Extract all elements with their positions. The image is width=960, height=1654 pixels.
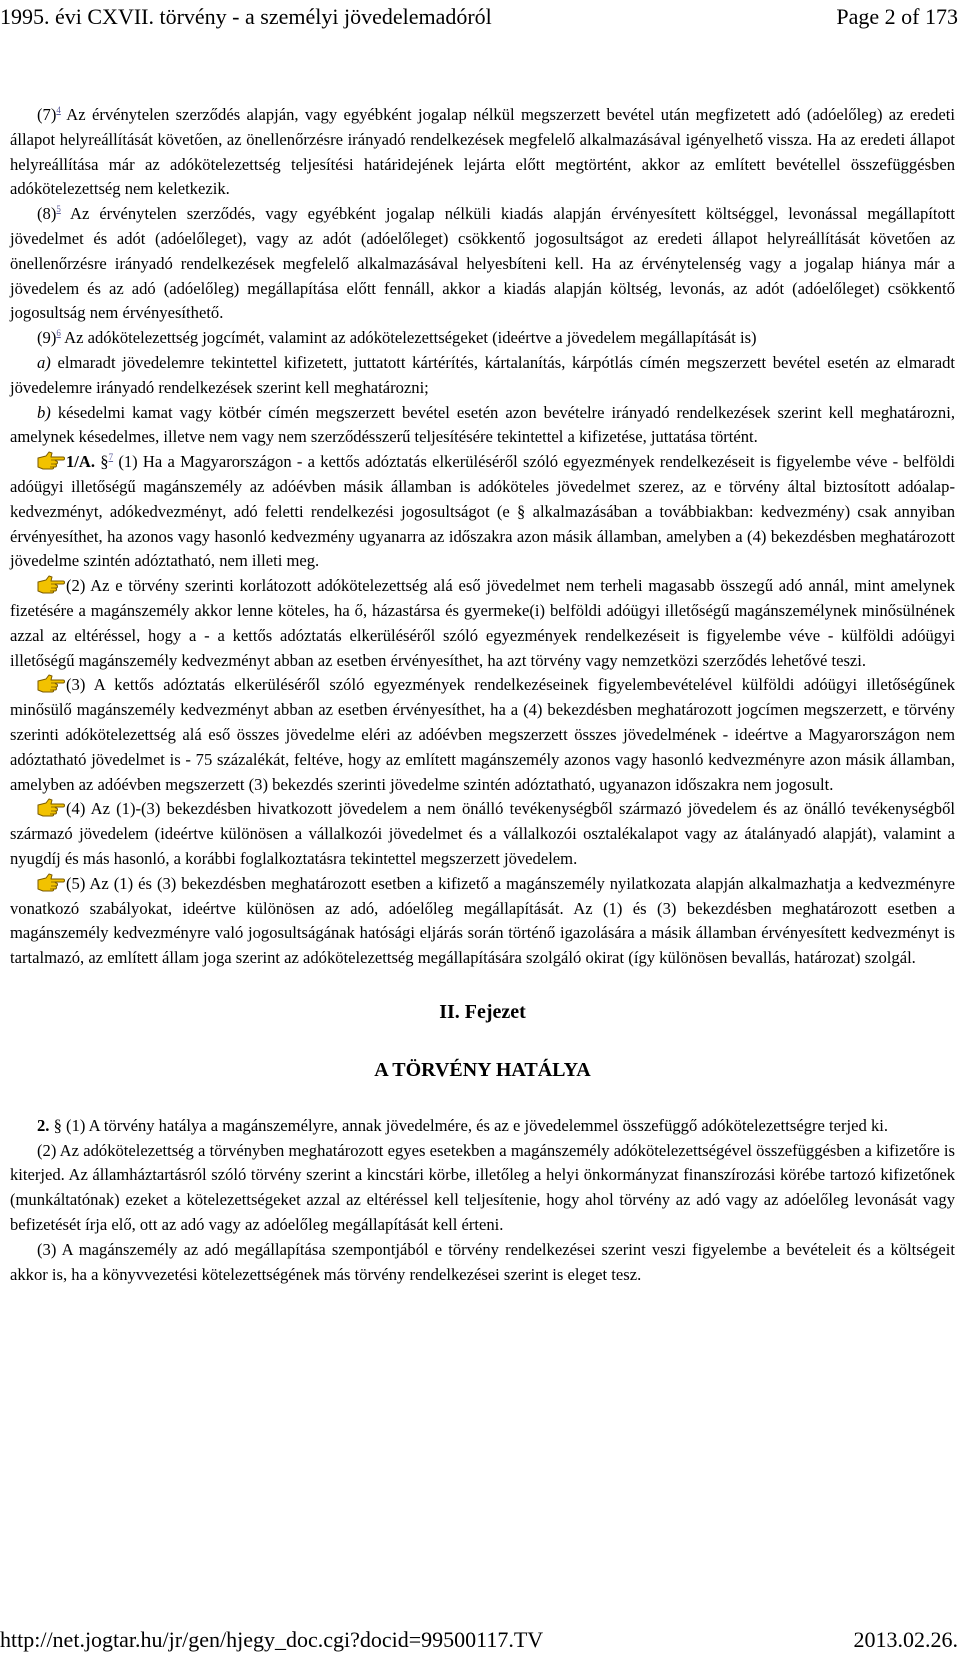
section-2-1 (10, 1114, 955, 1139)
paragraph-text: (3) A kettős adóztatás elkerüléséről szóló egyezmények rendelkezéseinek figyelembevételével külföldi adóügyi illetőségűnek minősülő magánszemély kedvezményt abban az esetben érvényesíthet, ha a (4) bekezdésben meghatározott jogcímen megszerzett, e törvény szerinti adókötelezettség alá eső összes jövedelme eléri az adóévben megszerzett összes jövedelmének - ideértve a Magyarországon nem adóztatható jövedelmet is - 75 százalékát, feltéve, hogy az említett magánszemély azonos vagy hasonló kedvezményre azon másik államban, amelyben az adóévben megszerzett (3) bekezdés szerinti jövedelme szintén adóztatható, ugyanazon időszakra nem jogosult. (10, 675, 955, 794)
paragraph-text: Az érvénytelen szerződés, vagy egyébként jogalap nélküli kiadás alapján érvényesített költséggel, levonással megállapított jövedelmet és adót (adóelőleget), vagy az adót (adóelőleget) csökkentő jogosultságot az eredeti állapot helyreállítását követően az önellenőrzésre irányadó rendelkezések megfelelő alkalmazásával helyesbíteni kell. Ha az érvénytelenség vagy a jogalap hiánya már a jövedelem és az adó (adóelőleg) megállapítása előtt fennáll, akkor a kiadás alapján költség, levonás, az adót (adóelőleget) csökkentő jogosultság nem érvényesíthető. (10, 204, 955, 323)
paragraph-text: (4) Az (1)-(3) bekezdésben hivatkozott jövedelem a nem önálló tevékenységből származó jövedelem és az önálló tevékenységből származó jövedelem (ideértve különösen a vállalkozói jövedelmet és a vállalkozói osztalékalapot vagy az átalányadó alapját), valamint a nyugdíj és más hasonló, a korábbi foglalkoztatásra tekintettel megszerzett jövedelem. (10, 799, 955, 868)
document-title: 1995. évi CXVII. törvény - a személyi jövedelemadóról (0, 4, 492, 29)
footnote-link[interactable]: 7 (108, 452, 114, 463)
pointing-hand-icon[interactable] (37, 574, 65, 594)
paragraph-label: (9) (37, 328, 57, 348)
point-b (10, 401, 955, 451)
footnote-link[interactable]: 5 (56, 204, 61, 215)
document-body (10, 103, 955, 1287)
point-text: késedelmi kamat vagy kötbér címén megszerzett bevétel esetén azon bevételre irányadó rendelkezések szerint kell meghatározni, amelynek késedelmes, illetve nem vagy nem szerződésszerű teljesítésére tekintettel a kifizetése, juttatása történt. (10, 402, 955, 447)
pointing-hand-icon[interactable] (37, 450, 65, 470)
point-label: a) (37, 352, 51, 372)
page-footer (0, 1628, 960, 1654)
section-1a-2 (10, 574, 955, 673)
paragraph-text: (3) A magánszemély az adó megállapítása szempontjából e törvény rendelkezései szerint veszi figyelembe a bevételeit és a költségeit akkor is, ha a könyvvezetési kötelezettségének más törvény rendelkezései szerint is eleget tesz. (10, 1239, 955, 1284)
pointing-hand-icon[interactable] (37, 872, 65, 892)
section-2-2 (10, 1139, 955, 1238)
paragraph-label: (8) (37, 204, 57, 224)
page-number: Page 2 of 173 (836, 4, 958, 29)
paragraph-label: (7) (37, 105, 57, 124)
footnote-link[interactable]: 4 (56, 105, 61, 115)
page-header (0, 0, 960, 40)
paragraph-text: (2) Az adókötelezettség a törvényben meghatározott egyes esetekben a magánszemély adókötelezettségével összefüggésben a kifizetőre is kiterjed. Az államháztartásról szóló törvény szerint a kincstári körbe, illetőleg a helyi önkormányzat finanszírozási körébe tartozó kifizetőnek (munkáltatónak) ezeket a kötelezettségeket azzal az eltéréssel kell teljesítenie, hogy ahol törvény az adó vagy az adóelőleg levonását vagy befizetését írja elő, ott az adó vagy az adóelőleg megállapítását kell érteni. (10, 1140, 955, 1235)
pointing-hand-icon[interactable] (37, 797, 65, 817)
footnote-link[interactable]: 6 (56, 328, 61, 339)
paragraph-text: (2) Az e törvény szerinti korlátozott adókötelezettség alá eső jövedelmet nem terheli magasabb összegű adó annál, mint amelynek fizetésére a magánszemély akkor lenne köteles, ha ő, házastársa és gyermeke(i) belföldi adóügyi illetőségű magánszemélynek minősülnének azzal az eltéréssel, hogy a - a kettős adóztatás elkerüléséről szóló egyezmények rendelkezéseit is figyelembe véve - külföldi adóügyi illetőségű magánszemély kedvezményt abban az esetben érvényesíthet, ha azt törvény vagy nemzetközi szerződés lehetővé teszi. (10, 576, 955, 670)
chapter-number: II. Fejezet (439, 1000, 526, 1023)
point-a (10, 351, 955, 401)
section-1a-1 (10, 450, 955, 574)
section-1a-4 (10, 797, 955, 871)
paragraph-text: Az adókötelezettség jogcímét, valamint az adókötelezettségeket (ideértve a jövedelem megállapítását is) (60, 328, 757, 348)
point-text: elmaradt jövedelemre tekintettel kifizetett, juttatott kártérítés, kártalanítás, kárpótlás címén megszerzett bevétel esetén az elmaradt jövedelemre irányadó rendelkezések szerint kell meghatározni; (10, 352, 955, 397)
paragraph-text: (1) Ha a Magyarországon - a kettős adóztatás elkerüléséről szóló egyezmények rendelkezéseit is figyelembe véve - belföldi adóügyi illetőségű magánszemély az adóévben másik államban is adóköteles jövedelmet szerez, az e törvény által biztosított adóalap-kedvezményt, adókedvezményt, adó feletti rendelkezési jogosultságot (e § alkalmazásában a továbbiakban: kedvezmény) csak annyiban érvényesíthet, ha azonos vagy hasonló kedvezmény ugyanarra az időszakra azon másik államban, amelyben a (4) bekezdésben meghatározott jövedelme szintén adóztatható, nem illeti meg. (10, 452, 955, 571)
section-2-3 (10, 1238, 955, 1288)
print-date: 2013.02.26. (853, 1627, 958, 1652)
paragraph-7 (10, 103, 955, 202)
source-url[interactable]: http://net.jogtar.hu/jr/gen/hjegy_doc.cgi?docid=99500117.TV (0, 1627, 544, 1652)
section-1a-5 (10, 872, 955, 971)
point-label: b) (37, 402, 51, 422)
paragraph-8 (10, 202, 955, 326)
paragraph-text: Az érvénytelen szerződés alapján, vagy egyébként jogalap nélkül megszerzett bevétel után megfizetett adó (adóelőleg) az eredeti állapot helyreállítását követően, az önellenőrzésre irányadó rendelkezések megfelelő alkalmazásával igényelhető vissza. Ha az eredeti állapot helyreállítása már az adókötelezettség teljesítési határidejének lejárta előtt megtörtént, akkor az említett bevétellel összefüggésben adókötelezettség nem keletkezik. (10, 105, 955, 199)
chapter-title: A TÖRVÉNY HATÁLYA (374, 1058, 591, 1081)
pointing-hand-icon[interactable] (37, 673, 65, 693)
paragraph-text: § (1) A törvény hatálya a magánszemélyre, annak jövedelmére, és az e jövedelemmel összefüggő adókötelezettségre terjed ki. (49, 1115, 889, 1135)
section-1a-3 (10, 673, 955, 797)
paragraph-9 (10, 326, 955, 351)
section-label: 2. (37, 1115, 50, 1135)
section-label: 1/A. (66, 452, 96, 472)
paragraph-text: (5) Az (1) és (3) bekezdésben meghatározott esetben a kifizető a magánszemély nyilatkozata alapján alkalmazhatja a kedvezményre vonatkozó szabályokat, ideértve különösen az adó, adóelőleg megállapítását. Az (1) és (3) bekezdésben meghatározott esetben a magánszemély kedvezményre való jogosultságának hatósági eljárás során történő igazolására a másik államban érvényesített kedvezményt is tartalmazó, az említett állam joga szerint az adókötelezettség megállapítására szolgáló okirat (így különösen bevallás, határozat) szolgál. (10, 873, 955, 968)
section-sign: § (95, 452, 109, 472)
